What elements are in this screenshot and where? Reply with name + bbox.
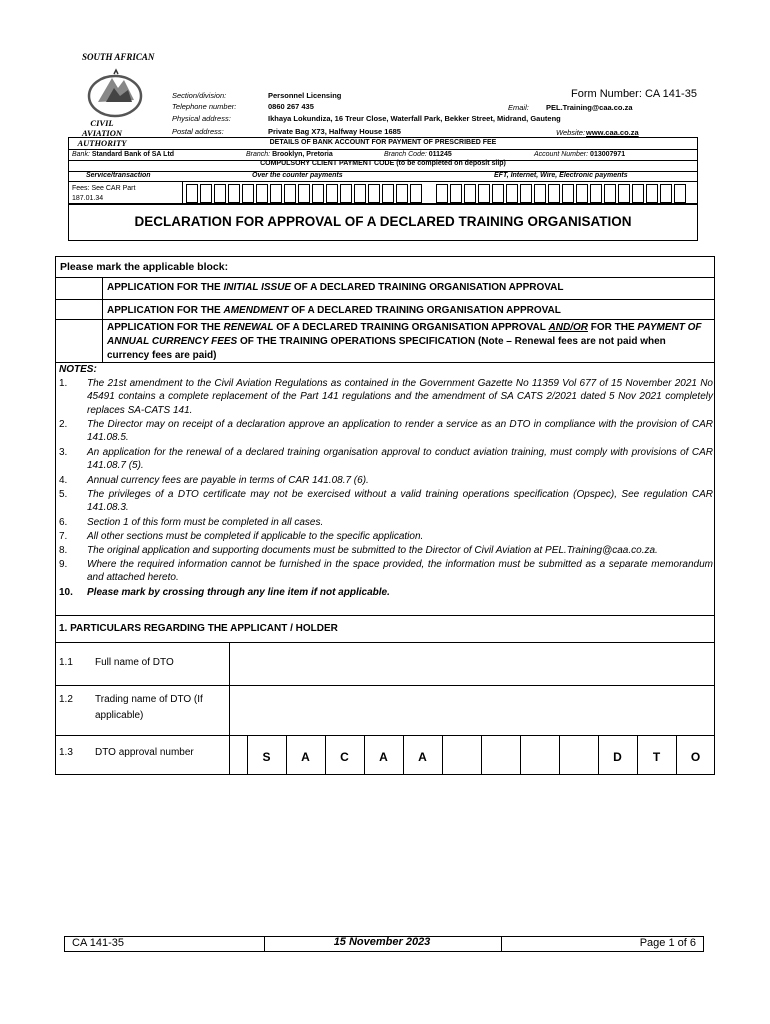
section-1-title: 1. PARTICULARS REGARDING THE APPLICANT / HOLDER xyxy=(59,623,338,634)
option-initial-issue-label: APPLICATION FOR THE INITIAL ISSUE OF A DECLARED TRAINING ORGANISATION APPROVAL xyxy=(107,282,564,293)
logo-line-2: AUTHORITY xyxy=(77,138,127,148)
physical-address-label: Physical address: xyxy=(172,114,231,123)
approval-cell-4: A xyxy=(379,750,388,764)
approval-cell-divider xyxy=(559,736,560,775)
branch xyxy=(246,151,333,158)
bank-value: Standard Bank of SA Ltd xyxy=(91,151,175,158)
approval-cell-12: O xyxy=(690,750,701,764)
approval-cell-divider xyxy=(520,736,521,775)
email-value[interactable]: PEL.Training@caa.co.za xyxy=(546,103,633,112)
branch-code xyxy=(384,151,452,158)
section-value: Personnel Licensing xyxy=(268,91,342,100)
form-number: Form Number: CA 141-35 xyxy=(571,88,697,100)
approval-cell-2: A xyxy=(301,750,310,764)
fees-line-1: Fees: See CAR Part xyxy=(72,185,136,192)
checkbox-initial-issue[interactable] xyxy=(55,278,103,299)
branch-label: Branch: xyxy=(246,151,271,158)
option-amendment-label: APPLICATION FOR THE AMENDMENT OF A DECLARED TRAINING ORGANISATION APPROVAL xyxy=(107,305,561,316)
website-label: Website: xyxy=(556,128,586,137)
page-title: DECLARATION FOR APPROVAL OF A DECLARED TRAINING ORGANISATION xyxy=(134,214,632,229)
website-link[interactable]: www.caa.co.za xyxy=(586,128,639,137)
approval-cell-divider xyxy=(442,736,443,775)
postal-address-value: Private Bag X73, Halfway House 1685 xyxy=(268,127,401,136)
account-number xyxy=(534,151,625,158)
fees-note xyxy=(72,184,135,204)
bank-label: Bank: xyxy=(72,151,90,158)
postal-address-label: Postal address: xyxy=(172,127,224,136)
logo-line-1: CIVIL AVIATION xyxy=(82,118,122,138)
row-1-3-number: 1.3 xyxy=(59,747,73,758)
bank-details-title: DETAILS OF BANK ACCOUNT FOR PAYMENT OF PRESCRIBED FEE xyxy=(269,139,497,146)
trading-name-input[interactable] xyxy=(230,686,714,735)
account-value: 013007971 xyxy=(590,151,626,158)
footer-date: 15 November 2023 xyxy=(333,936,431,948)
row-1-1-label: Full name of DTO xyxy=(95,657,174,668)
approval-cell-11: T xyxy=(652,750,661,764)
email-label: Email: xyxy=(508,103,529,112)
notes-heading: NOTES: xyxy=(59,364,97,375)
approval-cell-1: S xyxy=(262,750,271,764)
telephone-value: 0860 267 435 xyxy=(268,102,314,111)
counter-payment-code-boxes[interactable] xyxy=(186,184,424,203)
branch-code-value: 011245 xyxy=(428,151,452,158)
fees-line-2: 187.01.34 xyxy=(72,195,104,202)
branch-value: Brooklyn, Pretoria xyxy=(272,151,333,158)
footer-form-number: CA 141-35 xyxy=(72,937,124,949)
option-amendment xyxy=(55,299,715,319)
option-renewal-label: APPLICATION FOR THE RENEWAL OF A DECLARED TRAINING ORGANISATION APPROVAL AND/OR FOR THE PAYMENT OF ANNUAL CURRENCY FEES OF THE TRAINING OPERATIONS SPECIFICATION (Note – Renewal fees are not paid when currency fees are paid) xyxy=(107,322,702,361)
checkbox-amendment[interactable] xyxy=(55,300,103,319)
telephone-label: Telephone number: xyxy=(172,102,237,111)
fees-divider xyxy=(182,181,183,203)
counter-payments-label: Over the counter payments xyxy=(252,172,343,179)
full-name-input[interactable] xyxy=(230,643,714,685)
account-label: Account Number: xyxy=(534,151,589,158)
bank-name xyxy=(72,151,174,158)
payment-code-title: COMPULSORY CLIENT PAYMENT CODE (to be completed on deposit slip) xyxy=(260,160,506,167)
row-1-2-label: Trading name of DTO (If applicable) xyxy=(95,694,203,721)
eft-payments-label: EFT, Internet, Wire, Electronic payments xyxy=(494,172,628,179)
checkbox-renewal[interactable] xyxy=(55,320,103,362)
footer-page-number: Page 1 of 6 xyxy=(639,937,696,949)
service-transaction-label: Service/transaction xyxy=(86,172,151,179)
row-1-2-number: 1.2 xyxy=(59,694,73,705)
option-initial-issue xyxy=(55,277,715,299)
branch-code-label: Branch Code: xyxy=(384,151,427,158)
eft-payment-code-boxes[interactable] xyxy=(436,184,688,203)
physical-address-value: Ikhaya Lokundiza, 16 Treur Close, Waterfall Park, Bekker Street, Midrand, Gauteng xyxy=(268,114,561,123)
logo-top-text: SOUTH AFRICAN xyxy=(82,52,155,62)
option-renewal xyxy=(55,319,715,363)
section-label: Section/division: xyxy=(172,91,227,100)
approval-cell-divider xyxy=(481,736,482,775)
approval-cell-3: C xyxy=(340,750,349,764)
approval-cell-10: D xyxy=(613,750,622,764)
approval-cell-5: A xyxy=(418,750,427,764)
row-1-3-label: DTO approval number xyxy=(95,747,194,758)
mark-block-heading: Please mark the applicable block: xyxy=(60,261,229,273)
row-1-1-number: 1.1 xyxy=(59,657,73,668)
